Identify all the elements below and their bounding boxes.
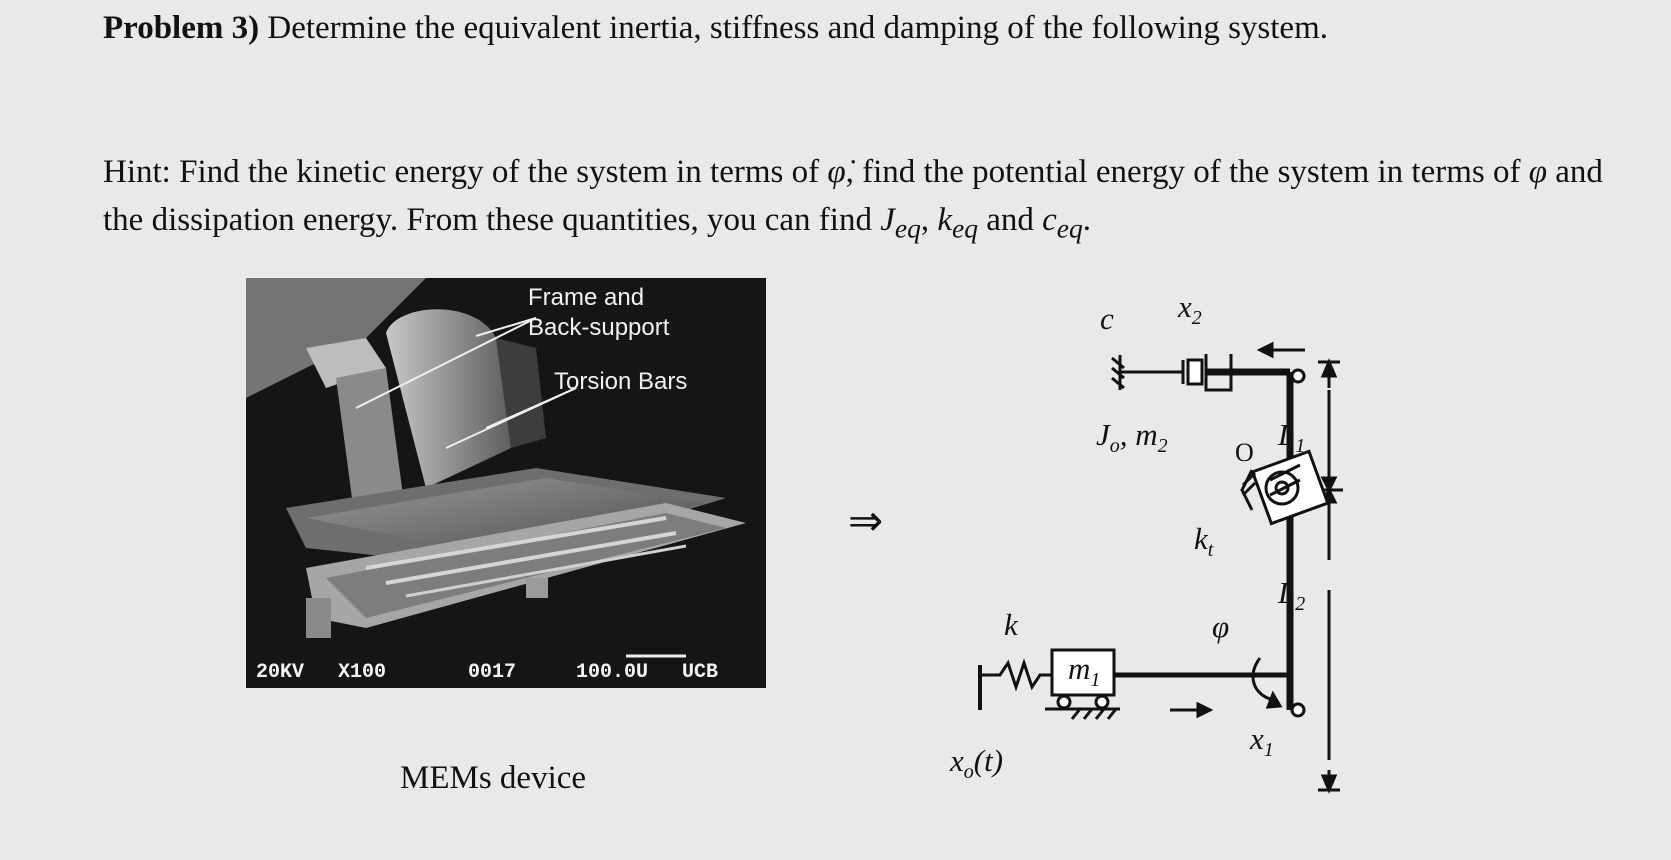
torsion-bars-label: Torsion Bars <box>554 368 688 395</box>
k-eq-symbol: $k_{eq}$ <box>937 202 978 244</box>
hint-text-3: and the dissipation energy. From these quantities, you can find <box>103 154 1603 238</box>
sem-photo <box>246 278 766 688</box>
implies-arrow-icon: ⇒ <box>848 496 884 545</box>
sem-photo-graphic <box>246 278 766 688</box>
frame-label-line1: Frame and <box>528 284 645 311</box>
sem-voltage: 20KV <box>256 661 305 684</box>
sem-footer <box>246 658 766 688</box>
xo-input-label: $x_o(t)$ <box>950 743 1004 784</box>
c-eq-symbol: $c_{eq}$ <box>1042 202 1083 244</box>
mechanical-model-drawing <box>960 290 1360 850</box>
m1-label: $m_1$ <box>1068 651 1101 692</box>
sem-image-id: 0017 <box>468 661 517 684</box>
kt-label: $k_t$ <box>1194 521 1214 562</box>
x2-label: $x_2$ <box>1178 289 1202 330</box>
sem-scale: 100.0U <box>576 661 649 684</box>
problem-number: Problem 3) <box>103 10 260 46</box>
pivot-o-label: O <box>1235 438 1254 467</box>
l1-label: $L_1$ <box>1278 417 1306 458</box>
sem-lab: UCB <box>682 661 719 684</box>
sem-magnification: X100 <box>338 661 387 684</box>
phi-dot-symbol: φ̇ <box>827 154 846 190</box>
damper-c-label: c <box>1100 301 1114 336</box>
phi-angle-label: φ <box>1212 609 1230 644</box>
jo-m2-label: $J_o$, $m_2$ <box>1096 417 1168 458</box>
hint-text-1: Find the kinetic energy of the system in terms of <box>179 154 820 190</box>
mechanical-model-diagram <box>950 289 1360 850</box>
x1-label: $x_1$ <box>1250 721 1274 762</box>
problem-text: Determine the equivalent inertia, stiffness and damping of the following system. <box>267 10 1328 46</box>
figure-caption: MEMs device <box>400 760 587 796</box>
hint-and: and <box>986 202 1034 238</box>
l2-label: $L_2$ <box>1278 575 1306 616</box>
hint-text-2: , find the potential energy of the system in terms of <box>845 154 1521 190</box>
j-eq-symbol: $J_{eq}$ <box>880 202 921 244</box>
spring-k-label: k <box>1004 607 1018 642</box>
hint-lead: Hint: <box>103 154 171 190</box>
frame-label-line2: Back-support <box>528 314 670 341</box>
phi-symbol: φ <box>1528 154 1547 190</box>
hint-paragraph: Hint: Find the kinetic energy of the system in terms of φ̇, find the potential energy of the system in terms of φ and the dissipation energy. From these quantities, you can find $J_{eq}$, $k_{eq}$ and $c_{eq}$. <box>103 154 1603 244</box>
problem-statement <box>103 8 1643 48</box>
